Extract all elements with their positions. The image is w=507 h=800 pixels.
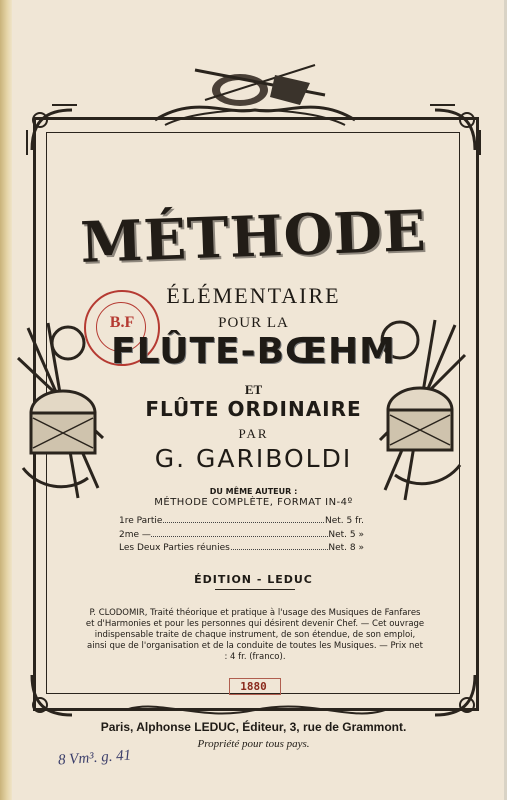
corner-flourish-bottom-right	[425, 665, 485, 725]
price-value: Net. 5 fr.	[324, 516, 364, 526]
bottom-scroll-ornament	[120, 698, 390, 722]
property-notice: Propriété pour tous pays.	[197, 738, 310, 750]
by-line: PAR	[238, 426, 269, 441]
stamp-label: B.F	[109, 314, 135, 331]
violin-lyre-crest-icon	[135, 55, 375, 135]
advertisement-text: P. CLODOMIR, Traité théorique et pratique à l'usage des Musiques de Fanfares et d'Harmonies et pour les personnes qui désirent devenir Chef. — Cet ouvrage indispensable traite de chaque instrument, de son étendue, de son emploi, ainsi que de l'organisation et de la conduite de toutes les Musiques. — Prix net : 4 fr. (franco).	[85, 608, 425, 662]
price-label: 2me —	[119, 530, 151, 540]
publisher-line: Paris, Alphonse LEDUC, Éditeur, 3, rue de Grammont.	[100, 720, 407, 734]
instrument-boehm-flute: FLÛTE-BŒHM	[111, 331, 396, 372]
price-value: Net. 5 »	[328, 530, 364, 540]
price-label: 1re Partie	[119, 516, 163, 526]
edition-underline	[215, 589, 295, 590]
price-value: Net. 8 »	[328, 543, 364, 553]
price-row	[119, 530, 364, 542]
edition-label: ÉDITION - LEDUC	[194, 573, 313, 586]
pour-la-line: POUR LA	[218, 315, 289, 331]
dot-leader	[119, 536, 364, 537]
price-row	[119, 543, 364, 555]
handwritten-call-number: 8 Vm³. g. 41	[57, 747, 132, 769]
price-label: Les Deux Parties réunies	[119, 543, 230, 553]
price-row	[119, 516, 364, 528]
corner-flourish-bottom-left	[22, 665, 82, 725]
author-name: G. GARIBOLDI	[154, 444, 353, 473]
corner-flourish-top-right	[425, 100, 485, 160]
conjunction-et: ET	[244, 382, 263, 397]
plate-number: 1880	[240, 680, 267, 693]
complete-method-line: MÉTHODE COMPLÈTE, FORMAT IN-4º	[154, 497, 353, 508]
subtitle: ÉLÉMENTAIRE	[166, 283, 341, 308]
instrument-ordinary-flute: FLÛTE ORDINAIRE	[145, 397, 362, 421]
same-author-heading: DU MÊME AUTEUR :	[209, 487, 298, 496]
corner-flourish-top-left	[22, 100, 82, 160]
page-title: MÉTHODE	[79, 197, 428, 277]
